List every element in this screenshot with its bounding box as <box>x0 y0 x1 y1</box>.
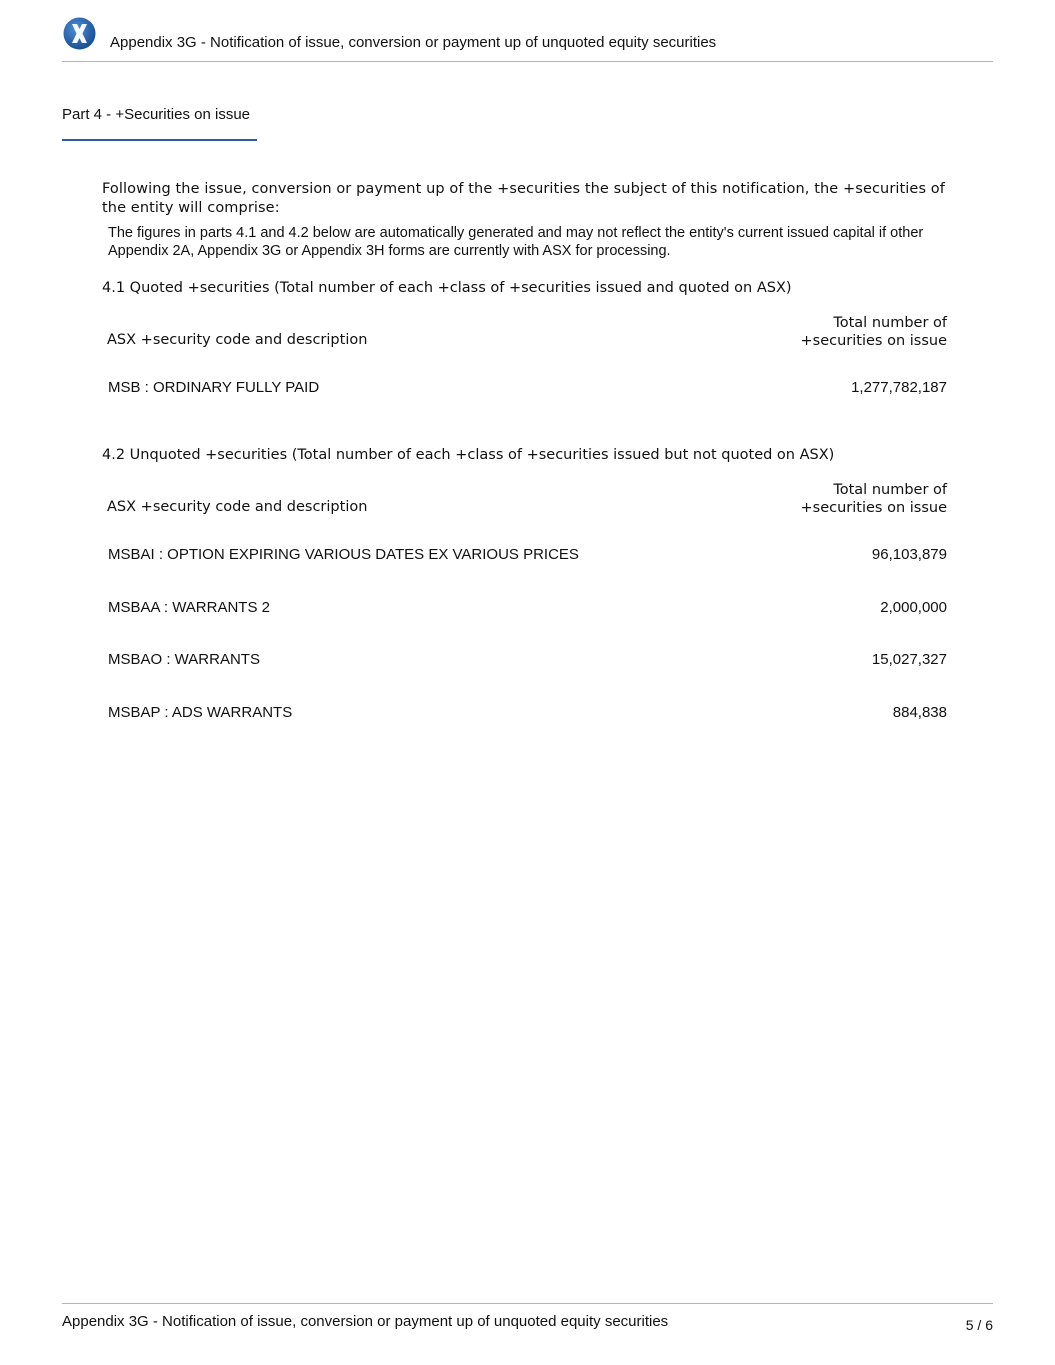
header-divider <box>62 61 993 62</box>
footer-divider <box>62 1303 993 1304</box>
unquoted-row-description: MSBAO : WARRANTS <box>108 651 260 668</box>
intro-text: Following the issue, conversion or payment up of the +securities the subject of this notification, the +securities of the entity will comprise: <box>102 181 945 216</box>
quoted-col-code-header: ASX +security code and description <box>107 332 368 348</box>
page-number: 5 / 6 <box>965 1317 993 1333</box>
asx-logo-icon <box>63 17 96 50</box>
unquoted-col-total-line2: +securities on issue <box>800 500 947 516</box>
unquoted-row-total: 2,000,000 <box>880 599 947 616</box>
processing-note: The figures in parts 4.1 and 4.2 below are automatically generated and may not reflect the entity's current issued capital if other Appendix 2A, Appendix 3G or Appendix 3H forms are currently with ASX for processing. <box>108 225 924 259</box>
header-title: Appendix 3G - Notification of issue, conversion or payment up of unquoted equity securities <box>110 34 717 51</box>
unquoted-col-code-header: ASX +security code and description <box>107 499 368 515</box>
footer-title: Appendix 3G - Notification of issue, conversion or payment up of unquoted equity securities <box>62 1313 669 1330</box>
unquoted-row-description: MSBAI : OPTION EXPIRING VARIOUS DATES EX VARIOUS PRICES <box>108 546 579 563</box>
quoted-row-description: MSB : ORDINARY FULLY PAID <box>108 379 320 396</box>
part-heading: Part 4 - +Securities on issue <box>62 106 251 123</box>
unquoted-section-title: 4.2 Unquoted +securities (Total number of each +class of +securities issued but not quoted on ASX) <box>102 447 835 463</box>
quoted-row-total: 1,277,782,187 <box>851 379 947 396</box>
quoted-section-title: 4.1 Quoted +securities (Total number of each +class of +securities issued and quoted on ASX) <box>102 280 792 296</box>
unquoted-row-total: 15,027,327 <box>871 651 947 668</box>
unquoted-row-description: MSBAA : WARRANTS 2 <box>108 599 270 616</box>
unquoted-row-total: 884,838 <box>892 704 947 721</box>
quoted-col-total-header <box>801 314 948 350</box>
part-heading-underline <box>62 139 257 141</box>
unquoted-row-total: 96,103,879 <box>871 546 947 563</box>
quoted-col-total-line2: +securities on issue <box>800 333 947 349</box>
unquoted-col-total-header <box>801 481 948 517</box>
unquoted-col-total-line1: Total number of <box>833 482 947 498</box>
unquoted-row-description: MSBAP : ADS WARRANTS <box>108 704 293 721</box>
quoted-col-total-line1: Total number of <box>833 315 947 331</box>
